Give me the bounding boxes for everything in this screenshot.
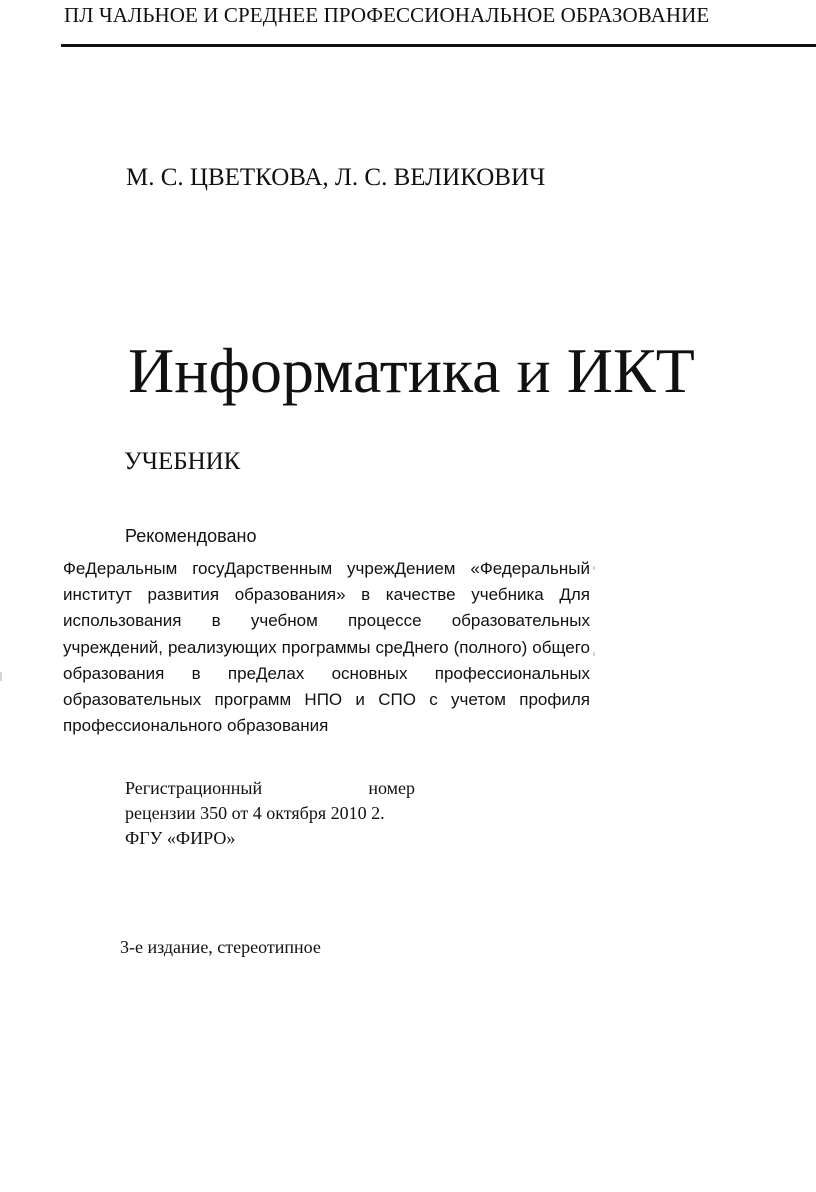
recommendation-text: ФеДеральным госуДарственным учрежДением «Федеральный институт развития образования» в качестве учебника Для использования в учебном процессе образовательных учреждений, реализующих программы среДнего (полного) общего образования в преДелах основных профессиональных образовательных программ НПО и СПО с учетом профиля профессионального образования xyxy=(63,559,590,736)
book-title: Информатика и ИКТ xyxy=(128,335,695,406)
registration-number-label: номер xyxy=(368,778,415,798)
authors: М. С. ЦВЕТКОВА, Л. С. ВЕЛИКОВИЧ xyxy=(126,164,546,191)
recommendation-label: Рекомендовано xyxy=(125,526,257,546)
registration-block xyxy=(125,776,415,851)
edition-note: 3-е издание, стереотипное xyxy=(120,937,321,957)
scan-speck xyxy=(593,566,595,570)
scan-speck xyxy=(0,672,2,681)
header-divider xyxy=(61,44,816,47)
scan-speck xyxy=(593,652,595,656)
registration-line xyxy=(125,776,415,801)
book-type: УЧЕБНИК xyxy=(124,448,241,475)
registration-label: Регистрационный xyxy=(125,778,263,798)
review-number: рецензии 350 от 4 октября 2010 2. xyxy=(125,803,385,823)
organization: ФГУ «ФИРО» xyxy=(125,828,236,848)
series-header: ПЛ ЧАЛЬНОЕ И СРЕДНЕЕ ПРОФЕССИОНАЛЬНОЕ ОБРАЗОВАНИЕ xyxy=(64,3,710,27)
